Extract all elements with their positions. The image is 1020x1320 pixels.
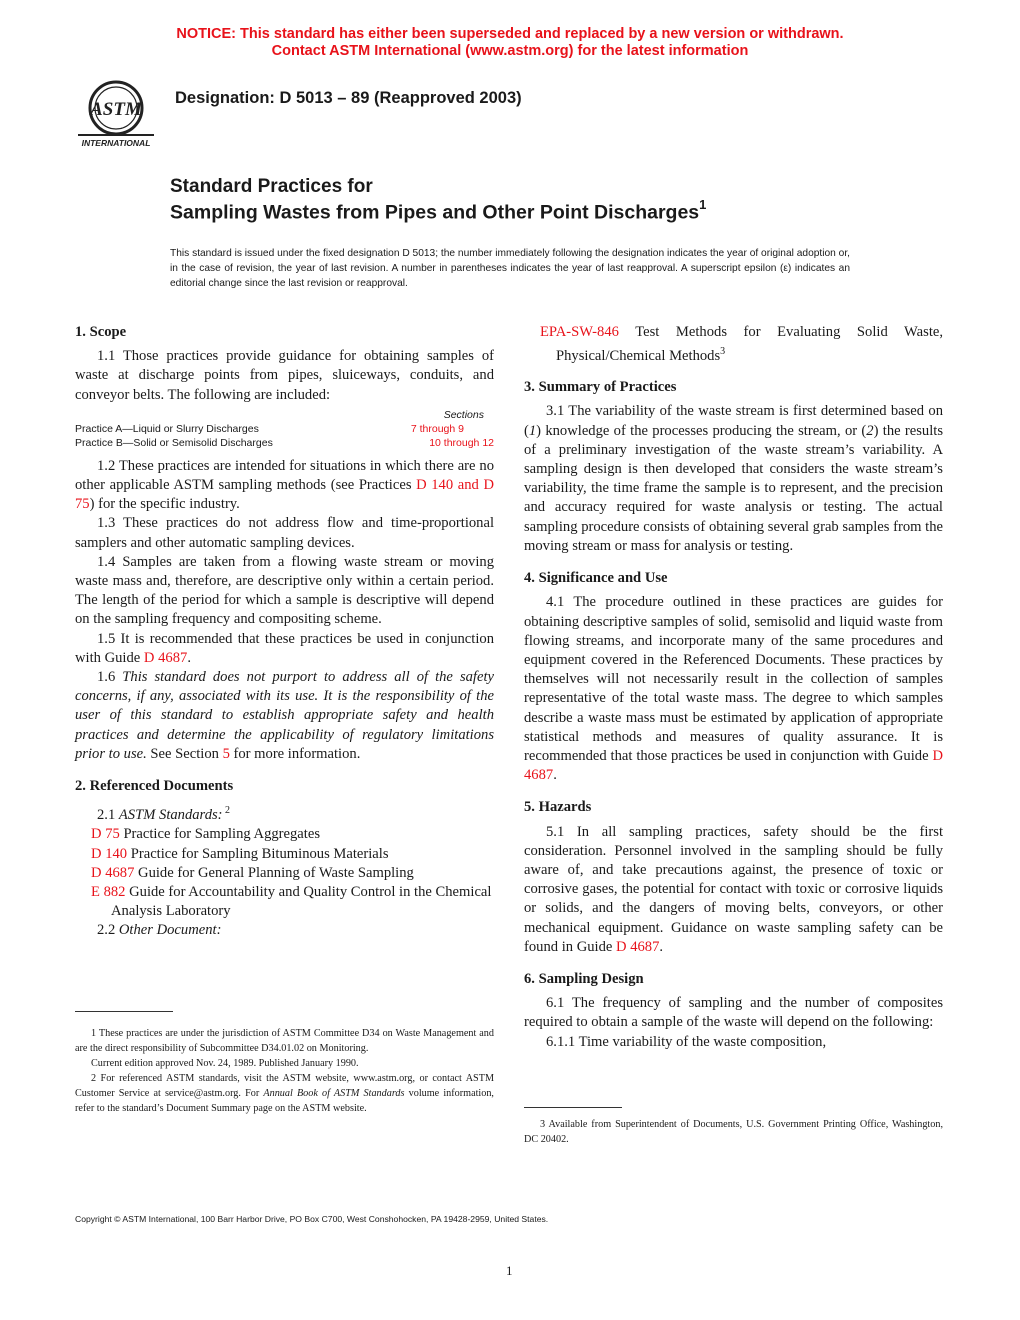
ref-d4687-link[interactable]: D 4687: [91, 864, 135, 881]
ref-e882-link[interactable]: E 882: [91, 883, 126, 900]
ref-d75-link[interactable]: D 75: [91, 826, 120, 843]
page-number: 1: [506, 1263, 513, 1278]
para-1-4: 1.4 Samples are taken from a flowing waste stream or moving waste mass and, therefore, are descriptive only within a certain period. The length of the period for which a sample is descriptive will depend on the sampling frequency and compositing scheme.: [75, 553, 494, 628]
astm-logo-text: ASTM: [90, 99, 142, 120]
heading-significance: 4. Significance and Use: [524, 570, 668, 587]
heading-summary: 3. Summary of Practices: [524, 379, 677, 396]
ref-d75: D 75 Practice for Sampling Aggregates: [91, 826, 320, 843]
para-6-1: 6.1 The frequency of sampling and the number of composites required to obtain a sample of the waste will depend on the following:: [524, 995, 943, 1031]
practice-b-sections-link[interactable]: 10 through 12: [429, 436, 494, 449]
footnote-1: 1 These practices are under the jurisdiction of ASTM Committee D34 on Waste Management and are the direct responsibility of Subcommittee D34.01.02 on Monitoring.: [75, 1028, 494, 1054]
title-line-1: Standard Practices for: [170, 176, 373, 197]
intro-paragraph: This standard is issued under the fixed designation D 5013; the number immediately following the designation indicates the year of original adoption or, in the case of revision, the year of last revision. A number in parentheses indicates the year of last reapproval. A superscript epsilon (ε) indicates an editorial change since the last revision or reapproval.: [170, 248, 850, 289]
astm-logo-sub: INTERNATIONAL: [81, 138, 151, 148]
heading-scope: 1. Scope: [75, 324, 127, 340]
section-5-link[interactable]: 5: [222, 745, 230, 762]
heading-sampling-design: 6. Sampling Design: [524, 970, 644, 987]
para-1-5: 1.5 It is recommended that these practices be used in conjunction with Guide D 4687.: [75, 630, 494, 666]
practice-a-label: Practice A—Liquid or Slurry Discharges: [75, 422, 259, 435]
astm-logo: [70, 78, 162, 150]
practice-b-label: Practice B—Solid or Semisolid Discharges: [75, 436, 273, 449]
para-2-1: 2.1 ASTM Standards: $^2$: [97, 805, 231, 824]
ref-e882: E 882 Guide for Accountability and Quality Control in the Chemical Analysis Laboratory: [91, 883, 492, 920]
footnote-rule-left: [75, 1011, 173, 1012]
para-1-2: 1.2 These practices are intended for situations in which there are no other applicable ASTM sampling methods (see Practices D 140 and D 75) for the specific industry.: [75, 457, 494, 513]
left-column: [75, 323, 494, 941]
ref-epa-sw-846: EPA-SW-846 Test Methods for Evaluating Solid Waste, Physical/Chemical Methods$^3$: [540, 324, 943, 365]
footnote-2: 2 For referenced ASTM standards, visit the ASTM website, www.astm.org, or contact ASTM Customer Service at service@astm.org. For Annual Book of ASTM Standards volume information, refer to the standard’s Document Summary page on the ASTM website.: [75, 1073, 494, 1114]
heading-referenced-documents: 2. Referenced Documents: [75, 778, 234, 795]
right-column: [524, 323, 943, 1052]
ref-d140-link[interactable]: D 140: [91, 845, 128, 862]
sections-label: Sections: [443, 408, 484, 421]
para-3-1: 3.1 The variability of the waste stream is first determined based on (1) knowledge of the processes producing the stream, or (2) the results of a preliminary investigation of the waste stream’s variability. A sampling design is then developed that considers the waste stream’s variability, the time frame the sample is to represent, and the precision and accuracy required for waste analysis or testing. The actual sampling procedure consists of obtaining several grab samples from the moving stream or mass for analysis or testing.: [524, 403, 943, 554]
para-5-1: 5.1 In all sampling practices, safety should be the first consideration. Personnel involved in the sampling should be fully aware of, and take precautions against, the presence of toxic or corrosive gases, the potential for contact with toxic or corrosive liquids or solids, and the dangers of moving belts, conveyors, or other mechanical equipment. Guidance on waste sampling safety can be found in Guide D 4687.: [524, 823, 943, 955]
title-footnote-ref: 1: [699, 197, 707, 212]
d4687-link-2[interactable]: D 4687: [524, 747, 943, 784]
notice-line-1: NOTICE: This standard has either been superseded and replaced by a new version or withdrawn.: [176, 26, 844, 42]
para-1-3: 1.3 These practices do not address flow and time-proportional samplers and other automatic sampling devices.: [75, 515, 494, 551]
practice-a-sections-link[interactable]: 7 through 9: [410, 422, 464, 435]
sections-table: [75, 408, 494, 452]
footnote-1-edition: Current edition approved Nov. 24, 1989. Published January 1990.: [91, 1058, 359, 1069]
para-4-1: 4.1 The procedure outlined in these practices are guides for obtaining descriptive samples of solid, semisolid and liquid waste from flowing streams, and incorporate many of the same procedures and equipment covered in the Referenced Documents. These practices by themselves will not necessarily result in the collection of samples representative of the total waste mass. The degree to which samples describe a waste mass must be estimated by application of appropriate statistical methods and measures of quality assurance. It is recommended that those practices be used in conjunction with Guide D 4687.: [524, 594, 943, 784]
footnote-rule-right: [524, 1107, 622, 1108]
d4687-link[interactable]: D 4687: [143, 649, 188, 666]
para-6-1-1: 6.1.1 Time variability of the waste composition,: [546, 1033, 827, 1050]
notice-line-2: Contact ASTM International (www.astm.org) for the latest information: [271, 43, 749, 59]
para-2-2: 2.2 Other Document:: [97, 922, 222, 939]
para-1-6: 1.6 This standard does not purport to address all of the safety concerns, if any, associated with its use. It is the responsibility of the user of this standard to establish appropriate safety and health practices and determine the applicability of regulatory limitations prior to use. See Section 5 for more information.: [75, 669, 494, 762]
title-line-2: Sampling Wastes from Pipes and Other Point Discharges$^1$: [170, 197, 707, 224]
copyright: Copyright © ASTM International, 100 Barr Harbor Drive, PO Box C700, West Conshohocken, PA 19428-2959, United States.: [75, 1214, 549, 1224]
footnote-3: 3 Available from Superintendent of Documents, U.S. Government Printing Office, Washington, DC 20402.: [524, 1119, 943, 1145]
ref-d140: D 140 Practice for Sampling Bituminous Materials: [91, 845, 389, 862]
epa-sw-846-link[interactable]: EPA-SW-846: [540, 324, 619, 340]
ref-d4687: D 4687 Guide for General Planning of Waste Sampling: [91, 864, 414, 881]
heading-hazards: 5. Hazards: [524, 799, 592, 816]
d4687-link-3[interactable]: D 4687: [616, 938, 660, 955]
designation: Designation: D 5013 – 89 (Reapproved 2003): [175, 89, 522, 107]
footnotes-left: [75, 1026, 494, 1116]
d140-d75-link[interactable]: D 140 and D 75: [75, 477, 494, 513]
para-1-1: 1.1 Those practices provide guidance for obtaining samples of waste at discharge points from pipes, sluiceways, conduits, and conveyor belts. The following are included:: [75, 348, 494, 403]
